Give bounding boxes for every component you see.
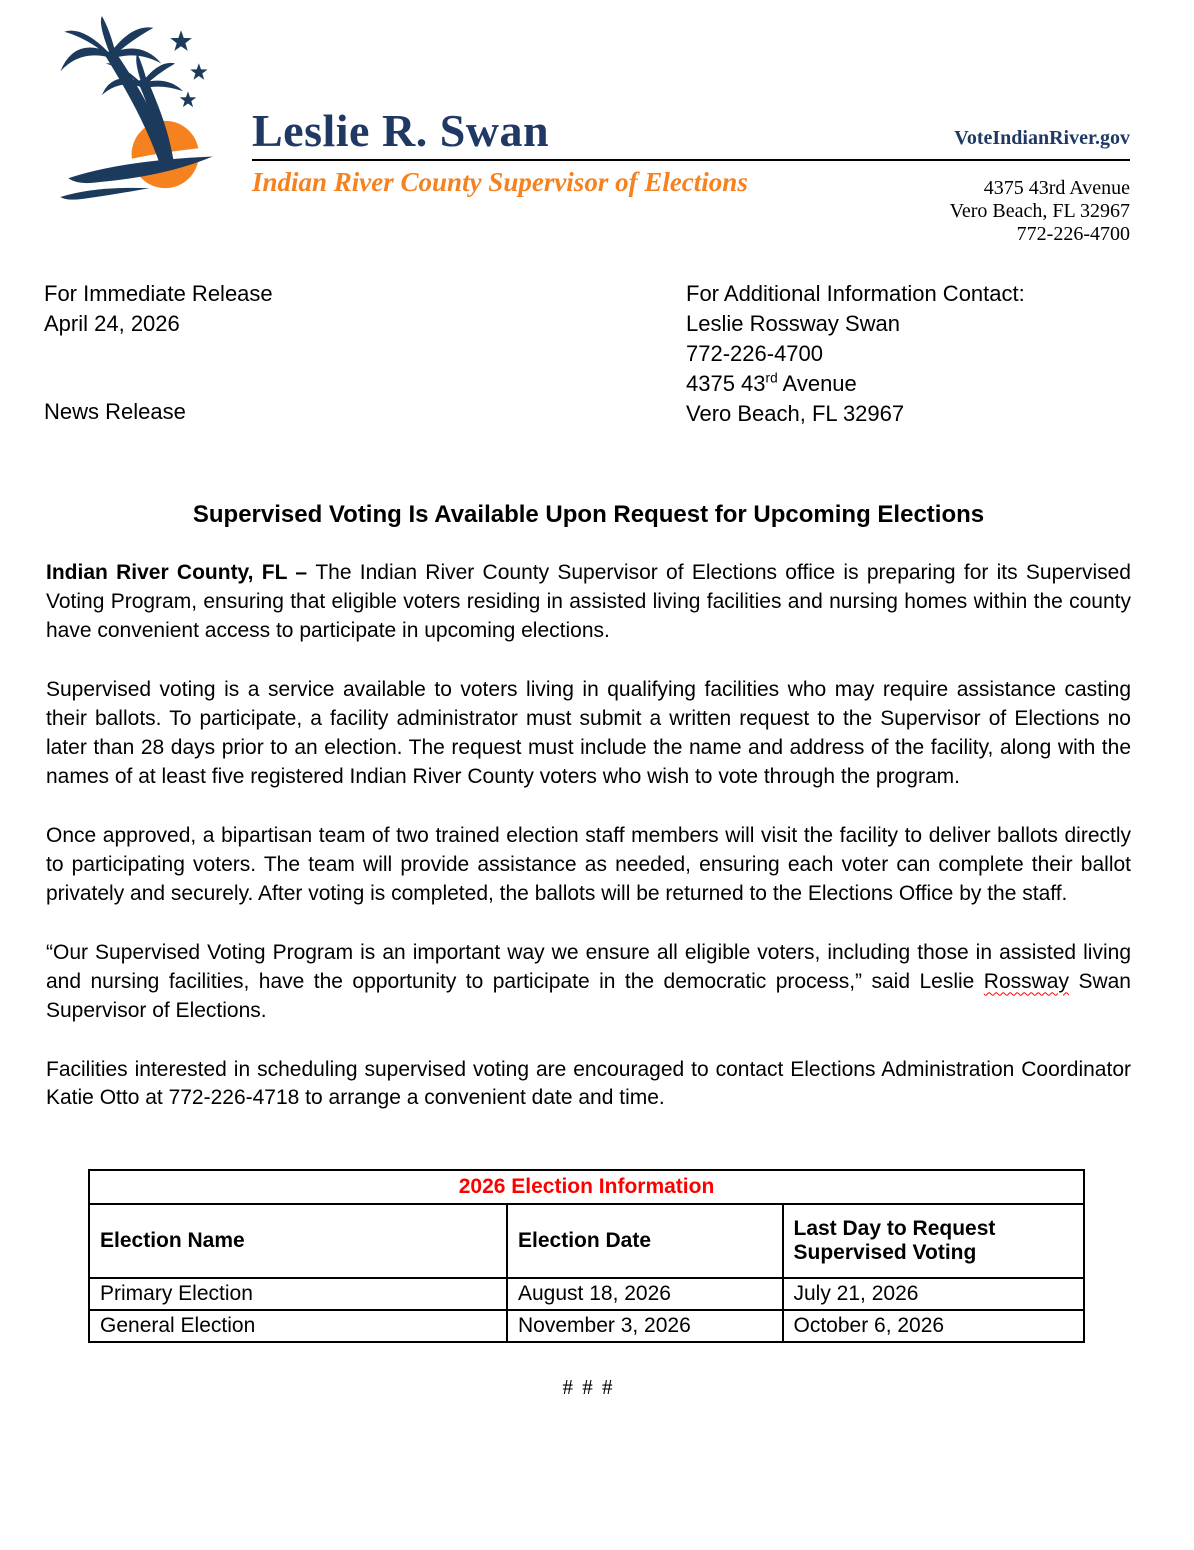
letterhead [0, 0, 1194, 245]
letterhead-address-line2: Vero Beach, FL 32967 [949, 199, 1130, 222]
table-header-row [89, 1204, 1084, 1278]
website-text: VoteIndianRiver.gov [954, 127, 1130, 149]
contact-address-ordinal: rd [765, 370, 778, 386]
paragraph-3: Once approved, a bipartisan team of two trained election staff members will visit the facility to deliver ballots directly to participating voters. The team will provide assistance as needed, ensuring each voter can complete their ballot privately and securely. After voting is completed, the ballots will be returned to the Elections Office by the staff. [46, 823, 1131, 905]
office-title: Indian River County Supervisor of Elections [252, 167, 748, 197]
letterhead-sub-row [252, 161, 1130, 245]
contact-heading: For Additional Information Contact: [686, 281, 1025, 307]
table-row-primary [89, 1278, 1084, 1310]
paragraph-1 [46, 559, 1131, 646]
release-info-section [0, 279, 1194, 429]
paragraph-4-attribution: Swan Supervisor of Elections. [46, 969, 1131, 1022]
column-header-election-name: Election Name [89, 1204, 507, 1278]
letterhead-address-line1: 4375 43rd Avenue [983, 177, 1130, 199]
cell-primary-date: August 18, 2026 [507, 1278, 783, 1310]
paragraph-1-text: The Indian River County Supervisor of Elections office is preparing for its Supervised Voting Program, ensuring that eligible voters residing in assisted living facilities and nursing homes within the county have convenient access to participate in upcoming elections. [46, 560, 1131, 642]
contact-address [686, 369, 1130, 399]
release-date: April 24, 2026 [44, 311, 180, 337]
cell-general-lastday: October 6, 2026 [783, 1310, 1085, 1342]
table-title: 2026 Election Information [89, 1170, 1084, 1204]
contact-name: Leslie Rossway Swan [686, 311, 900, 337]
release-type: News Release [44, 399, 186, 425]
letterhead-phone: 772-226-4700 [1016, 222, 1130, 245]
press-release-end-mark: # # # [562, 1375, 615, 1400]
column-header-last-day: Last Day to Request Supervised Voting [783, 1204, 1085, 1278]
palm-trees-icon [60, 16, 183, 168]
county-elections-logo [50, 12, 228, 200]
contact-address-street: Avenue [777, 371, 857, 397]
palm-trees-sun-logo-icon [50, 12, 228, 200]
paragraph-2: Supervised voting is a service available to voters living in qualifying facilities who may require assistance casting their ballots. To participate, a facility administrator must submit a written request to the Supervisor of Elections no later than 28 days prior to an election. The request must include the name and address of the facility, along with the names of at least five registered Indian River County voters who wish to vote through the program. [46, 677, 1131, 788]
letterhead-name-row [252, 105, 1130, 156]
paragraph-5: Facilities interested in scheduling supervised voting are encouraged to contact Elections Administration Coordinator Katie Otto at 772-226-4718 to arrange a convenient date and time. [46, 1057, 1131, 1110]
table-title-row [89, 1170, 1084, 1204]
contact-block [686, 279, 1130, 429]
release-immediate-line: For Immediate Release [44, 281, 273, 307]
article-body [0, 501, 1194, 1401]
cell-primary-name: Primary Election [89, 1278, 507, 1310]
cell-primary-lastday: July 21, 2026 [783, 1278, 1085, 1310]
spellcheck-flagged-word: Rossway [983, 969, 1069, 993]
contact-address-number: 4375 43 [686, 371, 766, 397]
paragraph-4-quote: “Our Supervised Voting Program is an important way we ensure all eligible voters, including those in assisted living and nursing facilities, have the opportunity to participate in the democratic process,” said Leslie [46, 940, 1131, 993]
stars-icon [170, 30, 207, 107]
cell-general-date: November 3, 2026 [507, 1310, 783, 1342]
paragraph-4 [46, 939, 1131, 1026]
letterhead-address [950, 177, 1130, 245]
election-information-table [88, 1169, 1085, 1343]
contact-phone: 772-226-4700 [686, 341, 824, 367]
column-header-election-date: Election Date [507, 1204, 783, 1278]
cell-general-name: General Election [89, 1310, 507, 1342]
letterhead-text [252, 12, 1130, 245]
article-title: Supervised Voting Is Available Upon Request for Upcoming Elections [192, 500, 985, 528]
release-left-column [44, 279, 686, 429]
dateline: Indian River County, FL – [46, 560, 316, 584]
contact-city: Vero Beach, FL 32967 [686, 401, 905, 427]
table-row-general [89, 1310, 1084, 1342]
office-holder-name: Leslie R. Swan [252, 105, 550, 156]
